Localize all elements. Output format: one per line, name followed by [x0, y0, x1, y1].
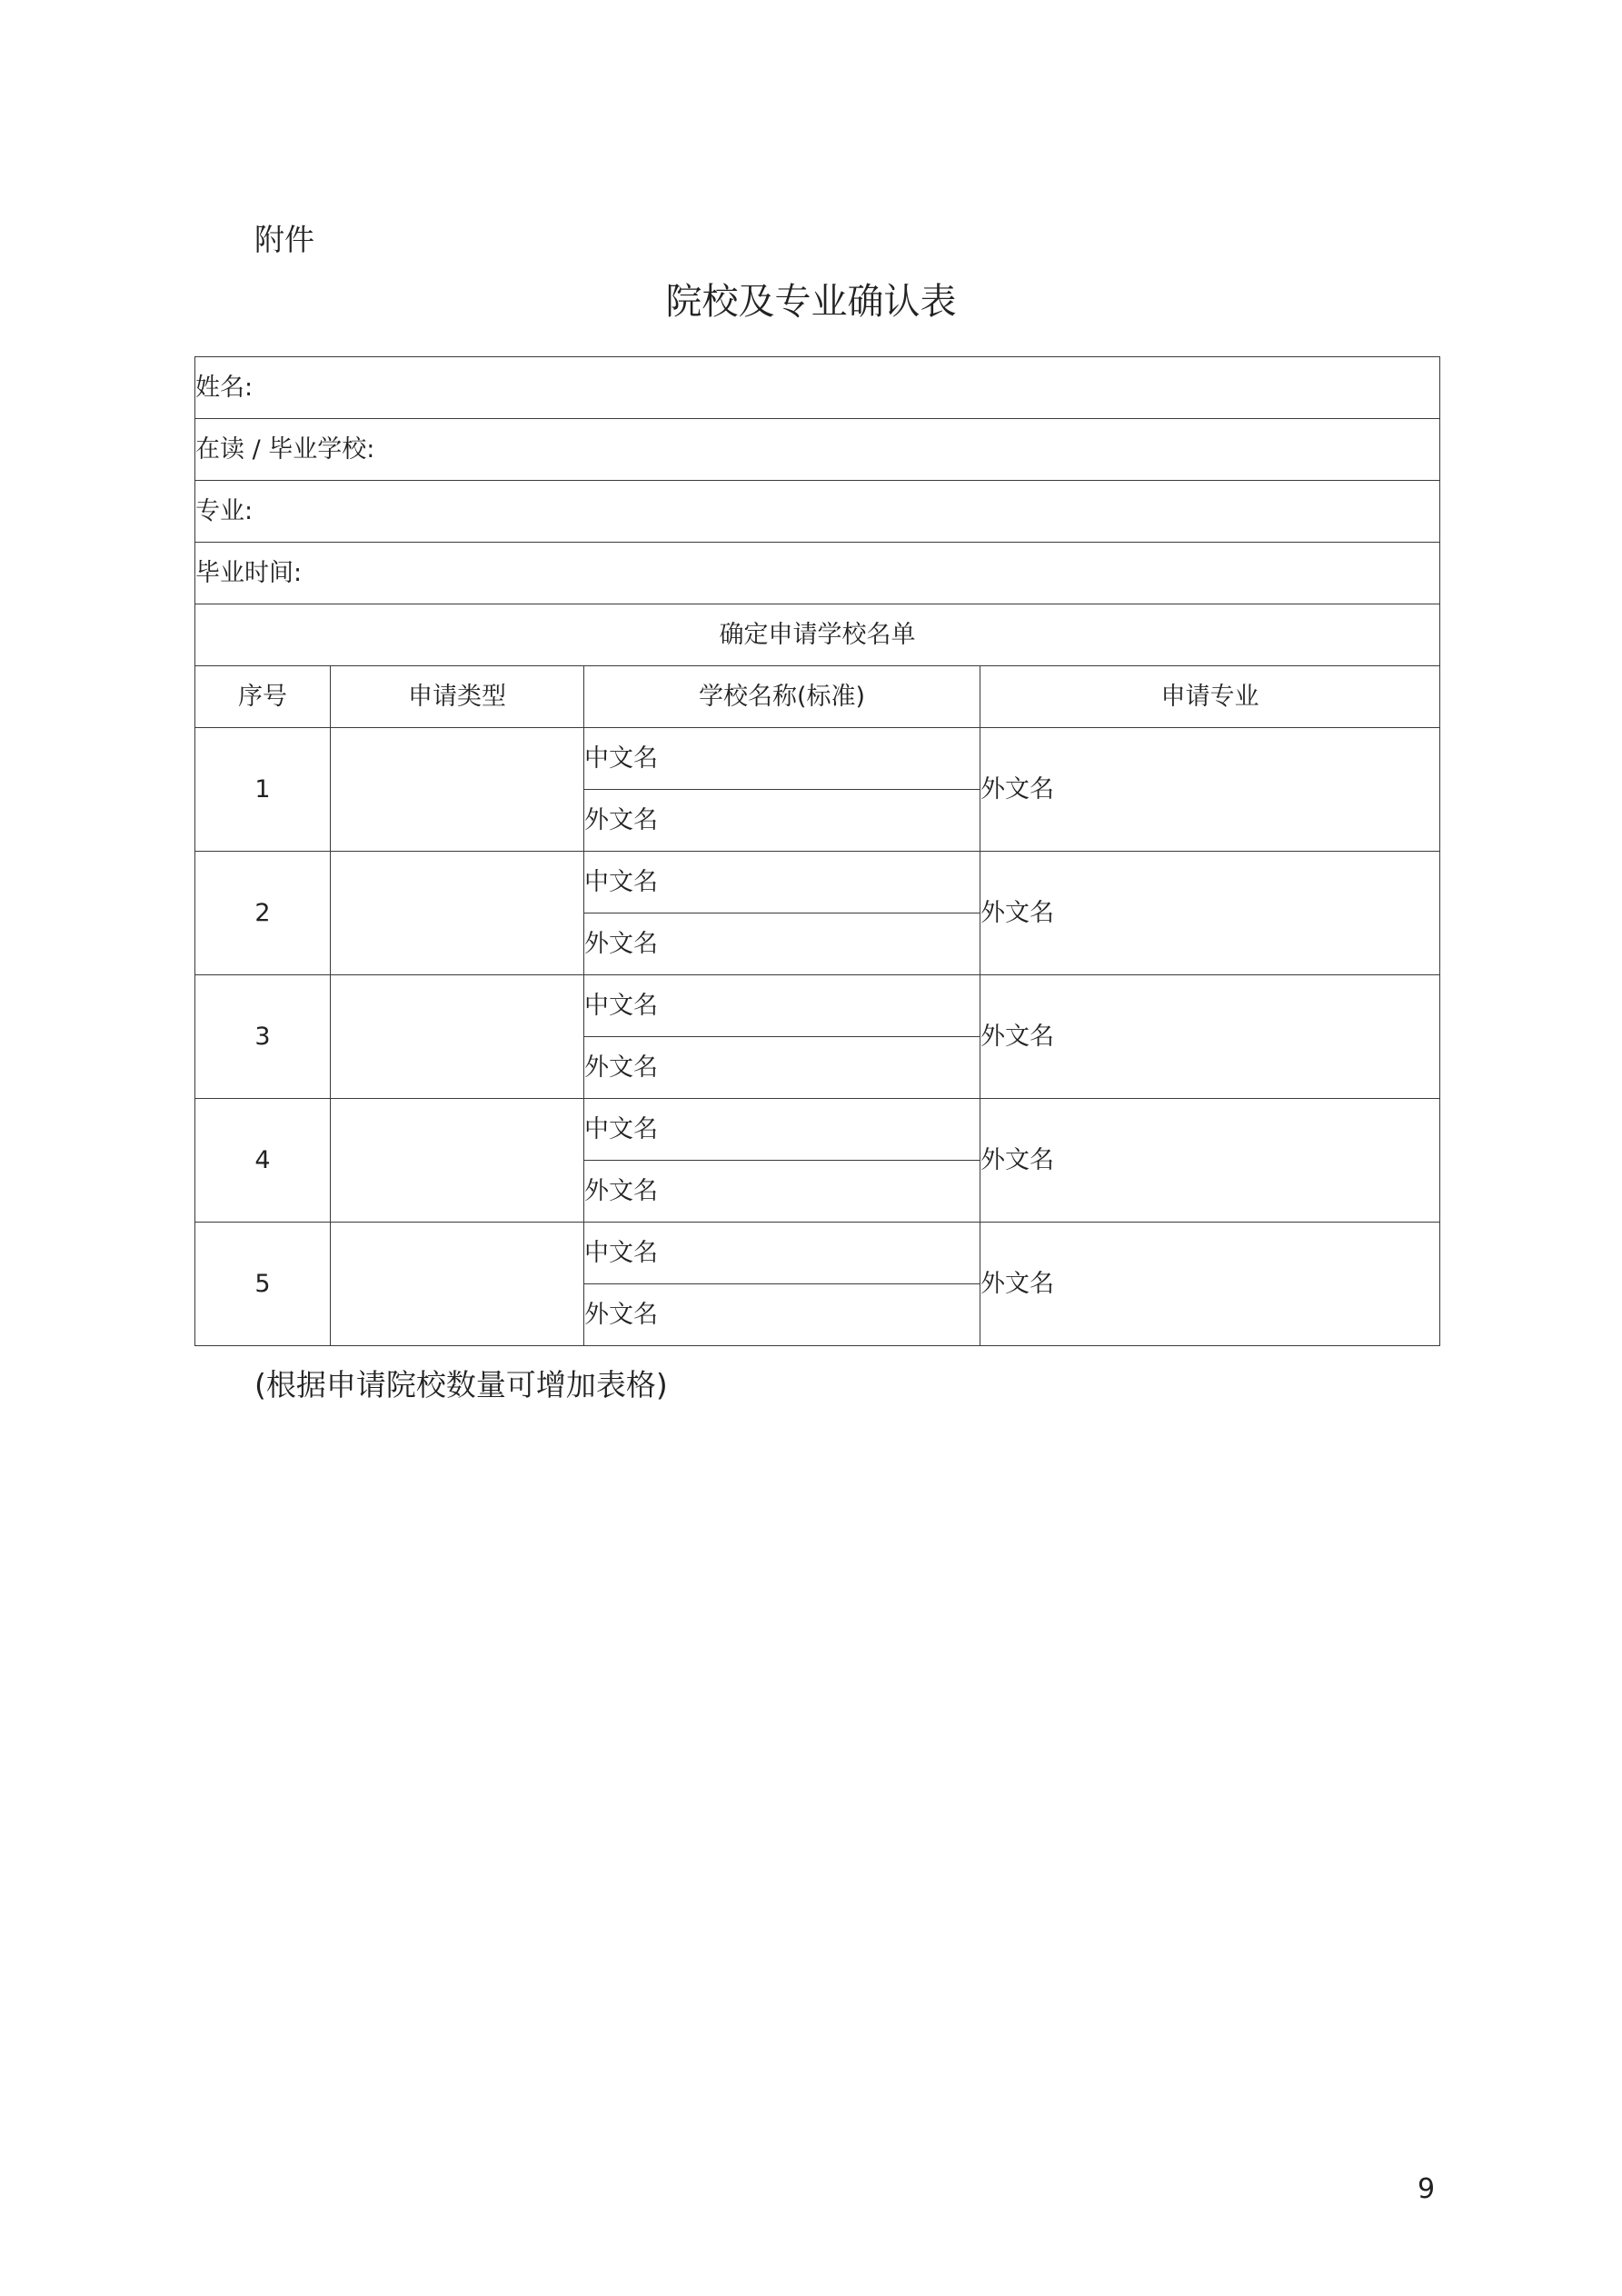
- chinese-name-label: 中文名: [584, 867, 658, 896]
- major-foreign-name-cell[interactable]: [980, 852, 1440, 975]
- table-row: [195, 975, 1440, 1037]
- table-row: [195, 852, 1440, 913]
- foreign-name-label: 外文名: [584, 1300, 658, 1329]
- foreign-name-label: 外文名: [584, 1053, 658, 1082]
- major-foreign-name-cell[interactable]: [980, 1223, 1440, 1346]
- column-header-major: 申请专业: [980, 666, 1440, 728]
- application-type-cell[interactable]: [331, 1099, 584, 1223]
- page-number: 9: [1418, 2173, 1436, 2205]
- school-foreign-name-cell[interactable]: [584, 790, 980, 852]
- column-header-type: 申请类型: [331, 666, 584, 728]
- confirmation-table: [194, 356, 1440, 1346]
- name-row: [195, 357, 1440, 419]
- row-number: 4: [195, 1099, 331, 1223]
- major-field[interactable]: [195, 481, 1440, 543]
- column-header-school: 学校名称(标准): [584, 666, 980, 728]
- major-foreign-name-cell[interactable]: [980, 1099, 1440, 1223]
- major-foreign-name-cell[interactable]: [980, 728, 1440, 852]
- row-number: 1: [195, 728, 331, 852]
- table-row: [195, 1099, 1440, 1161]
- row-number: 5: [195, 1223, 331, 1346]
- school-label: 在读 / 毕业学校:: [195, 434, 375, 464]
- graduation-label: 毕业时间:: [195, 558, 303, 587]
- school-row: [195, 419, 1440, 481]
- column-header-row: [195, 666, 1440, 728]
- school-chinese-name-cell[interactable]: [584, 1099, 980, 1161]
- attachment-label: 附件: [254, 222, 314, 257]
- application-type-cell[interactable]: [331, 852, 584, 975]
- application-type-cell[interactable]: [331, 728, 584, 852]
- graduation-row: [195, 543, 1440, 604]
- school-chinese-name-cell[interactable]: [584, 975, 980, 1037]
- major-foreign-name-label: 外文名: [980, 1145, 1054, 1174]
- school-chinese-name-cell[interactable]: [584, 852, 980, 913]
- section-title: 确定申请学校名单: [195, 604, 1440, 666]
- name-label: 姓名:: [195, 373, 254, 402]
- name-field[interactable]: [195, 357, 1440, 419]
- school-foreign-name-cell[interactable]: [584, 1284, 980, 1346]
- application-type-cell[interactable]: [331, 975, 584, 1099]
- foreign-name-label: 外文名: [584, 805, 658, 834]
- school-chinese-name-cell[interactable]: [584, 1223, 980, 1284]
- school-field[interactable]: [195, 419, 1440, 481]
- school-foreign-name-cell[interactable]: [584, 1161, 980, 1223]
- section-title-row: [195, 604, 1440, 666]
- table-row: [195, 1223, 1440, 1284]
- school-chinese-name-cell[interactable]: [584, 728, 980, 790]
- major-label: 专业:: [195, 496, 254, 525]
- document-title: 院校及专业确认表: [665, 281, 957, 323]
- chinese-name-label: 中文名: [584, 744, 658, 773]
- chinese-name-label: 中文名: [584, 1238, 658, 1267]
- major-foreign-name-cell[interactable]: [980, 975, 1440, 1099]
- foreign-name-label: 外文名: [584, 929, 658, 958]
- row-number: 3: [195, 975, 331, 1099]
- major-foreign-name-label: 外文名: [980, 774, 1054, 804]
- chinese-name-label: 中文名: [584, 1114, 658, 1143]
- major-foreign-name-label: 外文名: [980, 898, 1054, 927]
- school-foreign-name-cell[interactable]: [584, 1037, 980, 1099]
- major-foreign-name-label: 外文名: [980, 1269, 1054, 1298]
- graduation-field[interactable]: [195, 543, 1440, 604]
- chinese-name-label: 中文名: [584, 991, 658, 1020]
- school-foreign-name-cell[interactable]: [584, 913, 980, 975]
- column-header-no: 序号: [195, 666, 331, 728]
- major-foreign-name-label: 外文名: [980, 1022, 1054, 1051]
- application-type-cell[interactable]: [331, 1223, 584, 1346]
- major-row: [195, 481, 1440, 543]
- table-row: [195, 728, 1440, 790]
- row-number: 2: [195, 852, 331, 975]
- foreign-name-label: 外文名: [584, 1176, 658, 1205]
- footnote: (根据申请院校数量可增加表格): [254, 1367, 668, 1403]
